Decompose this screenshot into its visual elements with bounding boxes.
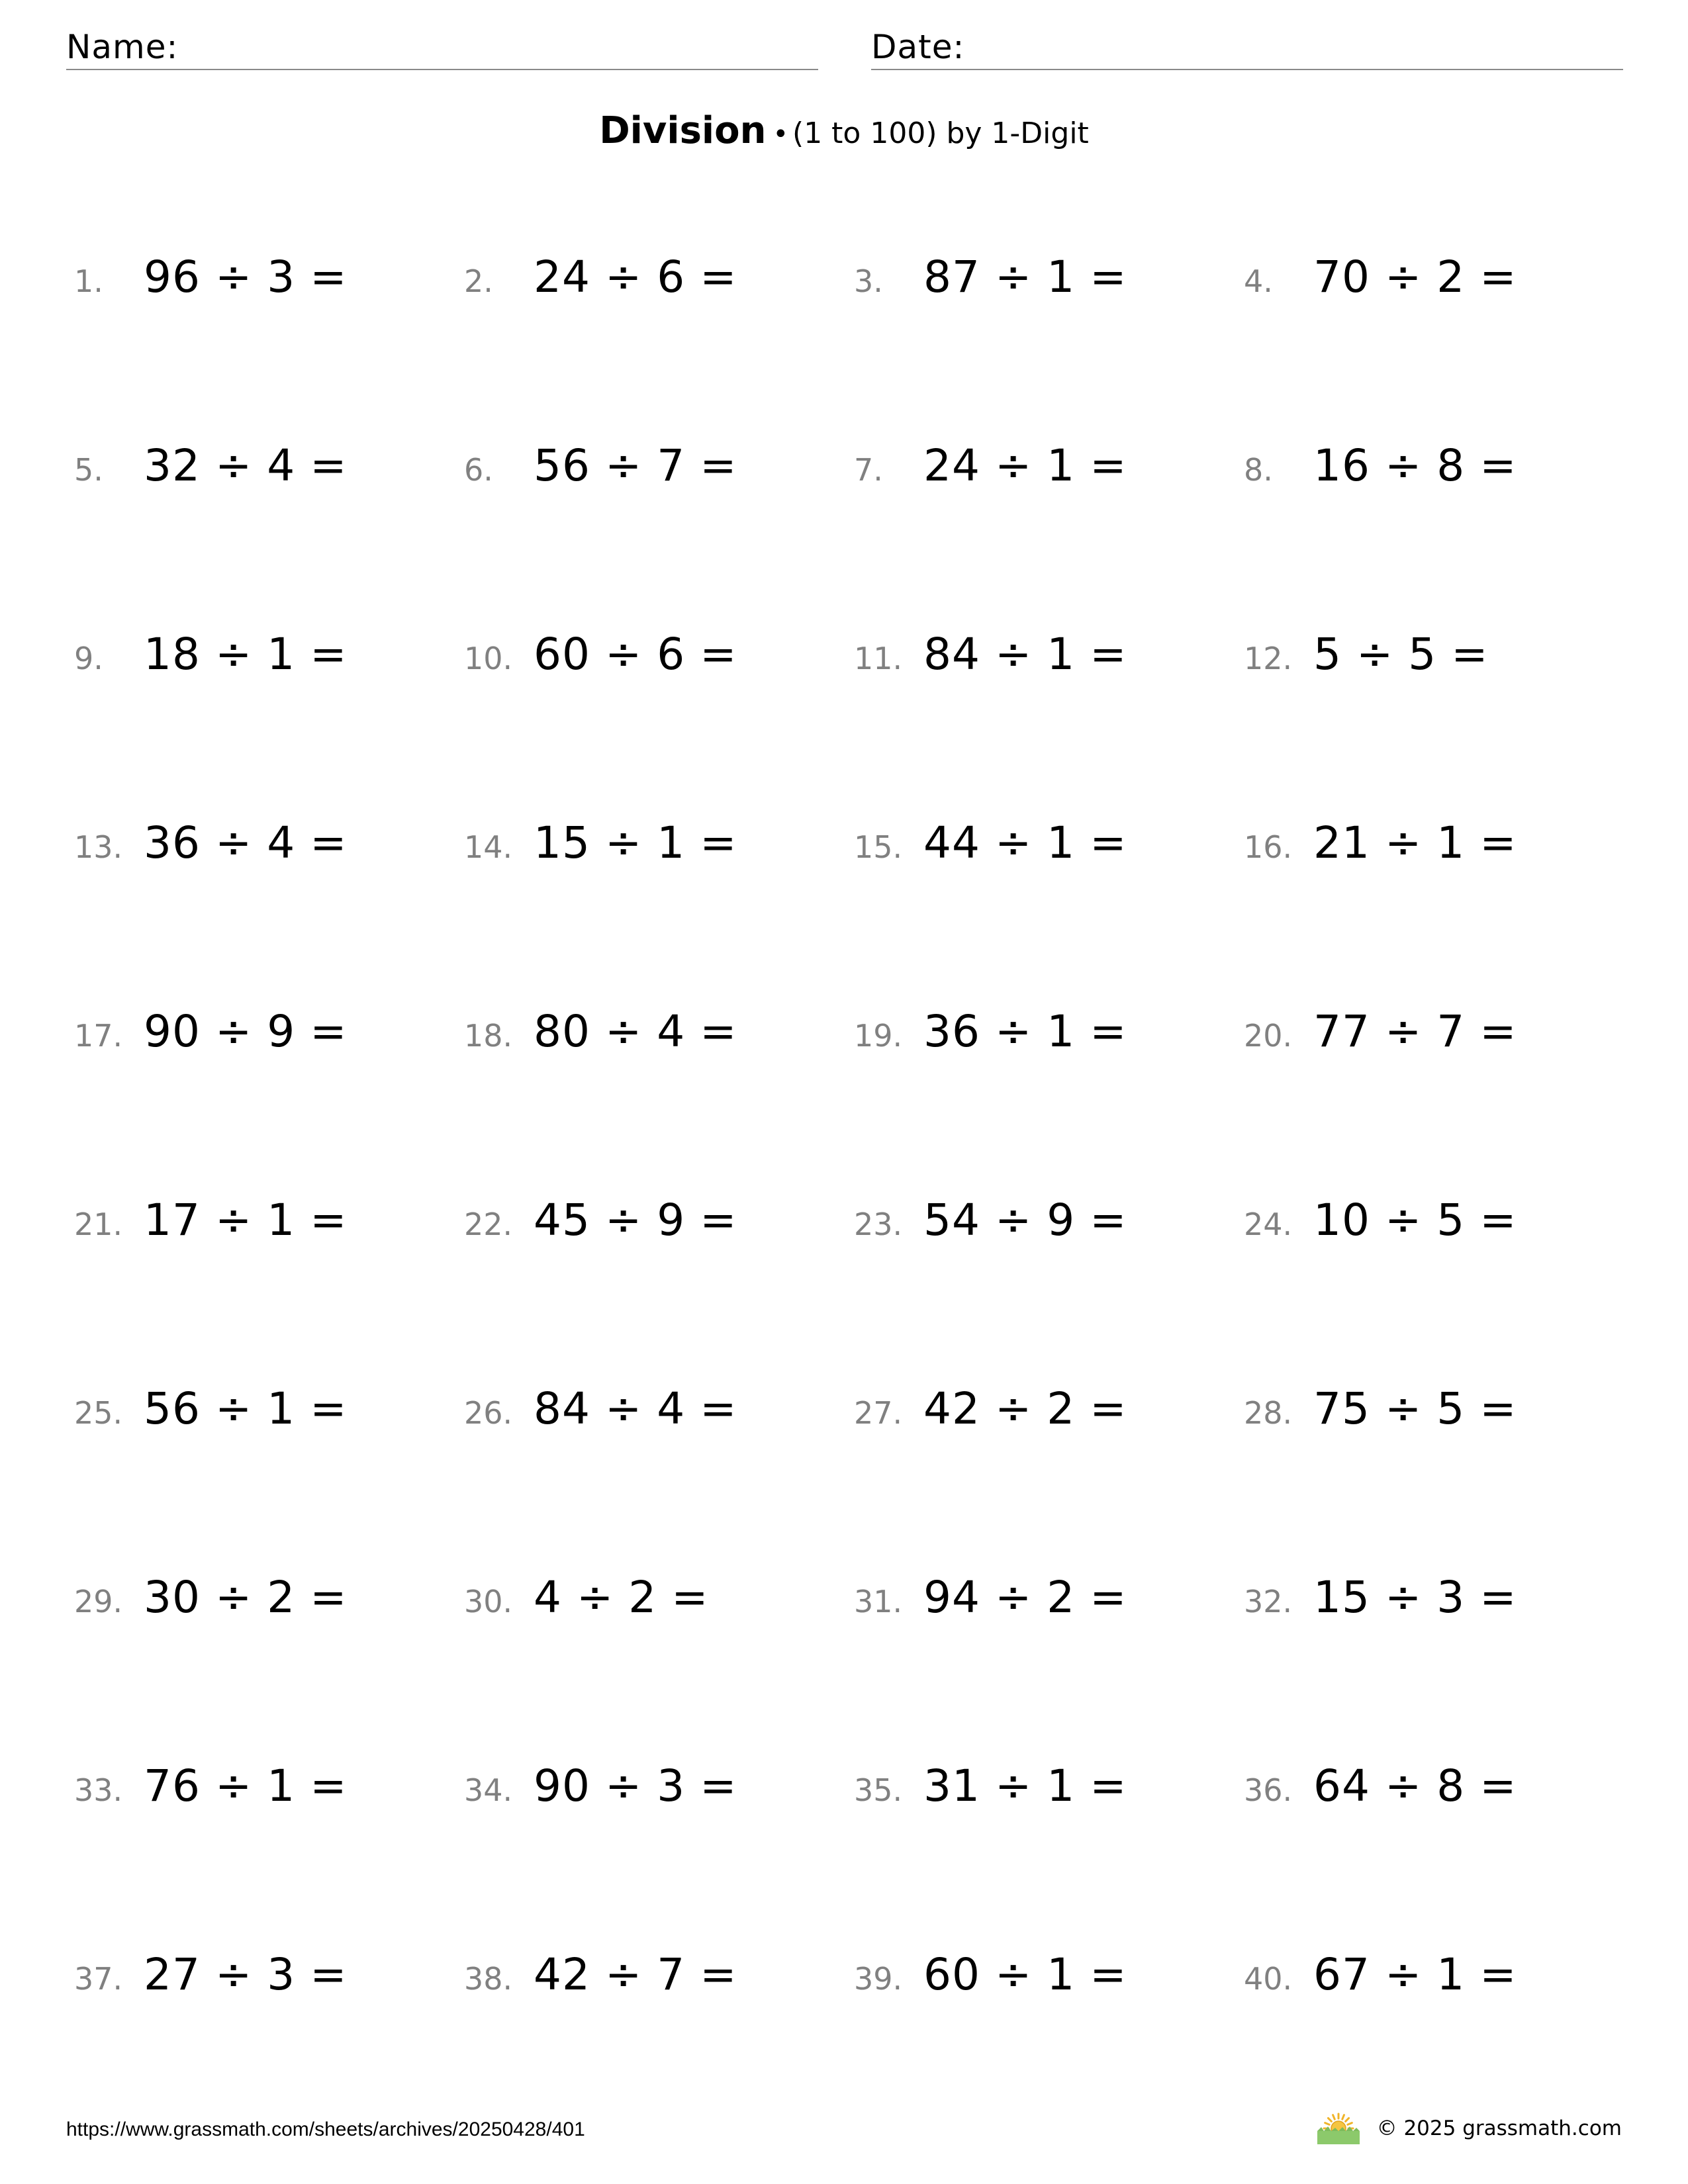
problem-number: 12. bbox=[1244, 641, 1293, 676]
problem-expression: 42 ÷ 2 = bbox=[923, 1383, 1127, 1434]
problem-item bbox=[74, 1949, 464, 2028]
problem-expression: 15 ÷ 1 = bbox=[534, 817, 737, 868]
problem-expression: 60 ÷ 6 = bbox=[534, 629, 737, 680]
problem-item bbox=[1244, 1760, 1634, 1840]
problem-expression: 60 ÷ 1 = bbox=[923, 1949, 1127, 2000]
problem-expression: 15 ÷ 3 = bbox=[1313, 1572, 1517, 1623]
problem-expression: 90 ÷ 3 = bbox=[534, 1760, 737, 1811]
problem-expression: 90 ÷ 9 = bbox=[144, 1006, 348, 1057]
problem-number: 34. bbox=[464, 1772, 513, 1808]
problem-expression: 36 ÷ 1 = bbox=[923, 1006, 1127, 1057]
problem-item bbox=[854, 1195, 1244, 1274]
problem-expression: 30 ÷ 2 = bbox=[144, 1572, 348, 1623]
problem-expression: 44 ÷ 1 = bbox=[923, 817, 1127, 868]
problem-number: 9. bbox=[74, 641, 103, 676]
problem-number: 10. bbox=[464, 641, 513, 676]
name-field[interactable] bbox=[66, 25, 818, 70]
problem-item bbox=[1244, 817, 1634, 897]
problem-number: 32. bbox=[1244, 1584, 1293, 1619]
name-label: Name: bbox=[66, 28, 179, 66]
problem-number: 24. bbox=[1244, 1206, 1293, 1242]
title-subtitle: (1 to 100) by 1-Digit bbox=[792, 116, 1089, 150]
problem-item bbox=[854, 440, 1244, 520]
problem-number: 19. bbox=[854, 1018, 903, 1054]
problem-number: 30. bbox=[464, 1584, 513, 1619]
problem-expression: 70 ÷ 2 = bbox=[1313, 251, 1517, 302]
problem-expression: 16 ÷ 8 = bbox=[1313, 440, 1517, 491]
problem-item bbox=[854, 1006, 1244, 1085]
problem-expression: 31 ÷ 1 = bbox=[923, 1760, 1127, 1811]
problem-expression: 18 ÷ 1 = bbox=[144, 629, 348, 680]
problem-expression: 32 ÷ 4 = bbox=[144, 440, 348, 491]
problem-number: 11. bbox=[854, 641, 903, 676]
problem-item bbox=[1244, 1383, 1634, 1463]
problem-item bbox=[74, 1006, 464, 1085]
problem-number: 20. bbox=[1244, 1018, 1293, 1054]
problem-expression: 76 ÷ 1 = bbox=[144, 1760, 348, 1811]
problem-item bbox=[854, 1760, 1244, 1840]
date-field[interactable] bbox=[871, 25, 1623, 70]
problem-item bbox=[74, 440, 464, 520]
problem-number: 2. bbox=[464, 263, 493, 299]
copyright-text: © 2025 grassmath.com bbox=[1376, 2116, 1622, 2140]
problem-expression: 4 ÷ 2 = bbox=[534, 1572, 709, 1623]
problem-number: 29. bbox=[74, 1584, 123, 1619]
problem-expression: 77 ÷ 7 = bbox=[1313, 1006, 1517, 1057]
problem-number: 35. bbox=[854, 1772, 903, 1808]
problem-expression: 21 ÷ 1 = bbox=[1313, 817, 1517, 868]
problem-number: 7. bbox=[854, 452, 883, 488]
footer-url: https://www.grassmath.com/sheets/archives/20250428/401 bbox=[66, 2118, 585, 2140]
problem-number: 4. bbox=[1244, 263, 1273, 299]
problem-expression: 75 ÷ 5 = bbox=[1313, 1383, 1517, 1434]
problem-expression: 84 ÷ 1 = bbox=[923, 629, 1127, 680]
problem-item bbox=[74, 1195, 464, 1274]
sun-over-grass-icon bbox=[1315, 2111, 1362, 2146]
problem-number: 5. bbox=[74, 452, 103, 488]
problem-number: 22. bbox=[464, 1206, 513, 1242]
problem-item bbox=[854, 817, 1244, 897]
problem-number: 40. bbox=[1244, 1961, 1293, 1997]
problem-item bbox=[1244, 440, 1634, 520]
problem-item bbox=[464, 1949, 854, 2028]
problem-number: 17. bbox=[74, 1018, 123, 1054]
problem-item bbox=[1244, 1195, 1634, 1274]
problem-number: 16. bbox=[1244, 829, 1293, 865]
date-label: Date: bbox=[871, 28, 965, 66]
problem-item bbox=[74, 1572, 464, 1651]
problem-expression: 94 ÷ 2 = bbox=[923, 1572, 1127, 1623]
problem-number: 39. bbox=[854, 1961, 903, 1997]
worksheet-title bbox=[0, 105, 1688, 161]
problem-expression: 87 ÷ 1 = bbox=[923, 251, 1127, 302]
problem-item bbox=[464, 1572, 854, 1651]
problem-item bbox=[1244, 251, 1634, 331]
problem-number: 38. bbox=[464, 1961, 513, 1997]
problem-expression: 54 ÷ 9 = bbox=[923, 1195, 1127, 1246]
problem-item bbox=[854, 1949, 1244, 2028]
problem-item bbox=[464, 440, 854, 520]
problem-number: 27. bbox=[854, 1395, 903, 1431]
problem-item bbox=[74, 251, 464, 331]
problem-expression: 24 ÷ 6 = bbox=[534, 251, 737, 302]
problem-number: 15. bbox=[854, 829, 903, 865]
problem-expression: 64 ÷ 8 = bbox=[1313, 1760, 1517, 1811]
problem-item bbox=[464, 1760, 854, 1840]
problem-item bbox=[74, 817, 464, 897]
problem-expression: 10 ÷ 5 = bbox=[1313, 1195, 1517, 1246]
problem-number: 33. bbox=[74, 1772, 123, 1808]
problem-item bbox=[464, 1195, 854, 1274]
problem-item bbox=[464, 1006, 854, 1085]
problem-number: 26. bbox=[464, 1395, 513, 1431]
problem-number: 13. bbox=[74, 829, 123, 865]
title-separator: • bbox=[773, 119, 789, 150]
problem-item bbox=[1244, 629, 1634, 708]
problem-number: 1. bbox=[74, 263, 103, 299]
problem-item bbox=[74, 629, 464, 708]
problem-item bbox=[1244, 1572, 1634, 1651]
problem-expression: 17 ÷ 1 = bbox=[144, 1195, 348, 1246]
problem-item bbox=[464, 629, 854, 708]
problem-number: 8. bbox=[1244, 452, 1273, 488]
problem-number: 6. bbox=[464, 452, 493, 488]
problem-item bbox=[854, 629, 1244, 708]
problem-item bbox=[854, 1383, 1244, 1463]
problem-expression: 42 ÷ 7 = bbox=[534, 1949, 737, 2000]
problem-expression: 24 ÷ 1 = bbox=[923, 440, 1127, 491]
problem-number: 14. bbox=[464, 829, 513, 865]
problem-number: 18. bbox=[464, 1018, 513, 1054]
problem-expression: 67 ÷ 1 = bbox=[1313, 1949, 1517, 2000]
problem-expression: 80 ÷ 4 = bbox=[534, 1006, 737, 1057]
problem-expression: 56 ÷ 1 = bbox=[144, 1383, 348, 1434]
problem-item bbox=[854, 1572, 1244, 1651]
problem-item bbox=[1244, 1949, 1634, 2028]
problem-number: 37. bbox=[74, 1961, 123, 1997]
problem-expression: 5 ÷ 5 = bbox=[1313, 629, 1489, 680]
problem-expression: 56 ÷ 7 = bbox=[534, 440, 737, 491]
problem-number: 21. bbox=[74, 1206, 123, 1242]
problem-grid bbox=[74, 251, 1597, 2138]
problem-item bbox=[464, 1383, 854, 1463]
problem-number: 23. bbox=[854, 1206, 903, 1242]
problem-number: 31. bbox=[854, 1584, 903, 1619]
problem-number: 25. bbox=[74, 1395, 123, 1431]
problem-expression: 36 ÷ 4 = bbox=[144, 817, 348, 868]
problem-item bbox=[1244, 1006, 1634, 1085]
problem-number: 36. bbox=[1244, 1772, 1293, 1808]
problem-number: 28. bbox=[1244, 1395, 1293, 1431]
title-main: Division bbox=[599, 109, 767, 152]
problem-item bbox=[464, 817, 854, 897]
problem-expression: 96 ÷ 3 = bbox=[144, 251, 348, 302]
problem-item bbox=[74, 1760, 464, 1840]
problem-item bbox=[74, 1383, 464, 1463]
problem-expression: 84 ÷ 4 = bbox=[534, 1383, 737, 1434]
footer-branding bbox=[1315, 2109, 1622, 2148]
problem-item bbox=[464, 251, 854, 331]
problem-expression: 45 ÷ 9 = bbox=[534, 1195, 737, 1246]
problem-number: 3. bbox=[854, 263, 883, 299]
problem-item bbox=[854, 251, 1244, 331]
problem-expression: 27 ÷ 3 = bbox=[144, 1949, 348, 2000]
